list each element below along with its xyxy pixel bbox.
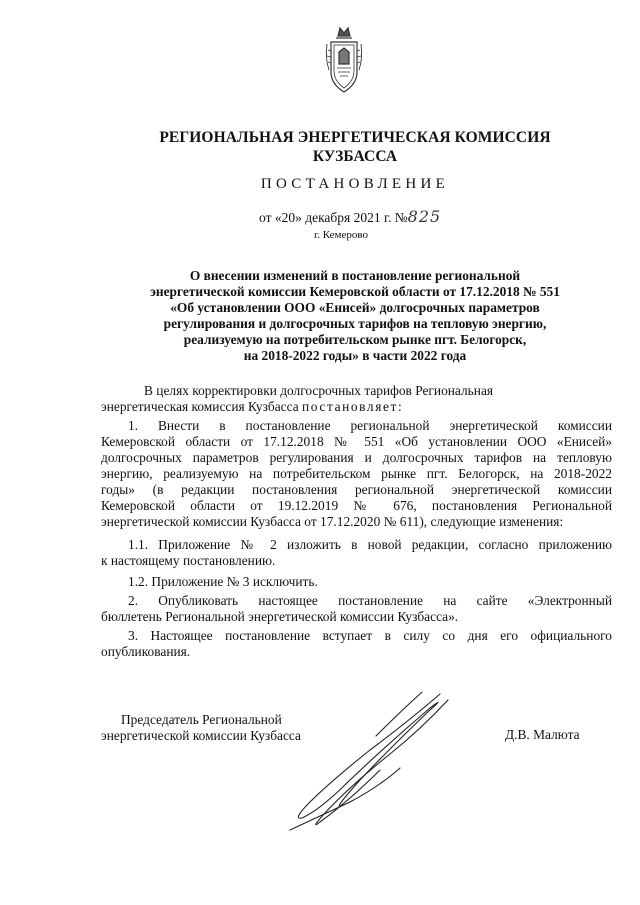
document-type: ПОСТАНОВЛЕНИЕ [260, 176, 450, 192]
subject-line: регулирования и долгосрочных тарифов на тепловую энергию, [163, 316, 547, 331]
subject-line: «Об установлении ООО «Енисей» долгосрочных параметров [170, 300, 540, 315]
document-city: г. Кемерово [313, 229, 369, 241]
paragraph-1-line: 1. Внести в постановление региональной энергетической комиссии [128, 418, 612, 433]
intro-line [101, 399, 612, 415]
paragraph-1-line: долгосрочных параметров регулирования и долгосрочных тарифов на тепловую [101, 450, 612, 465]
paragraph-2-line: бюллетень Региональной энергетической комиссии Кузбасса». [101, 609, 459, 624]
paragraph-3-line: 3. Настоящее постановление вступает в силу со дня его официального [128, 628, 612, 643]
intro-line: В целях корректировки долгосрочных тарифов Региональная [144, 383, 494, 398]
paragraph-1-line: Кемеровской области от 17.12.2018 № 551 «Об установлении ООО «Енисей» [101, 434, 612, 449]
paragraph-1-line: годы» (в редакции постановления региональной энергетической комиссии [101, 482, 612, 497]
paragraph-2-line: 2. Опубликовать настоящее постановление на сайте «Электронный [128, 593, 612, 608]
document-date: от «20» декабря 2021 г. № [259, 210, 408, 225]
paragraph-3-line: опубликования. [101, 644, 191, 659]
paragraph-1-line: энергетической комиссии Кузбасса от 17.12.2020 № 611), следующие изменения: [101, 514, 564, 529]
paragraph-1-line: энергию, реализуемую на потребительском рынке пгт. Белогорск, на 2018-2022 [101, 466, 612, 481]
signatory-name: Д.В. Малюта [505, 727, 580, 742]
handwritten-signature [280, 690, 460, 840]
paragraph-1-2: 1.2. Приложение № 3 исключить. [128, 574, 318, 589]
subject-line: реализуемую на потребительском рынке пгт. Белогорск, [183, 332, 527, 347]
organization-name-line2: КУЗБАССА [312, 148, 398, 165]
coat-of-arms-emblem [323, 24, 365, 100]
paragraph-1-1-line: 1.1. Приложение № 2 изложить в новой редакции, согласно приложению [128, 537, 612, 552]
paragraph-1-1-line: к настоящему постановлению. [101, 553, 276, 568]
signatory-title-line1: Председатель Региональной [121, 712, 282, 727]
subject-line: энергетической комиссии Кемеровской области от 17.12.2018 № 551 [150, 284, 560, 299]
date-number-line [259, 207, 441, 226]
paragraph-1-line: Кемеровской области от 19.12.2019 № 676, постановления Региональной [101, 498, 612, 513]
document-number-handwritten: 825 [407, 207, 442, 226]
signatory-title-line2: энергетической комиссии Кузбасса [101, 728, 301, 743]
subject-line: на 2018-2022 годы» в части 2022 года [243, 348, 467, 363]
subject-line: О внесении изменений в постановление региональной [189, 268, 521, 283]
intro-text: энергетическая комиссия Кузбасса [101, 399, 303, 414]
resolves-word: постановляет: [302, 399, 404, 414]
organization-name-line1: РЕГИОНАЛЬНАЯ ЭНЕРГЕТИЧЕСКАЯ КОМИССИЯ [159, 129, 551, 146]
